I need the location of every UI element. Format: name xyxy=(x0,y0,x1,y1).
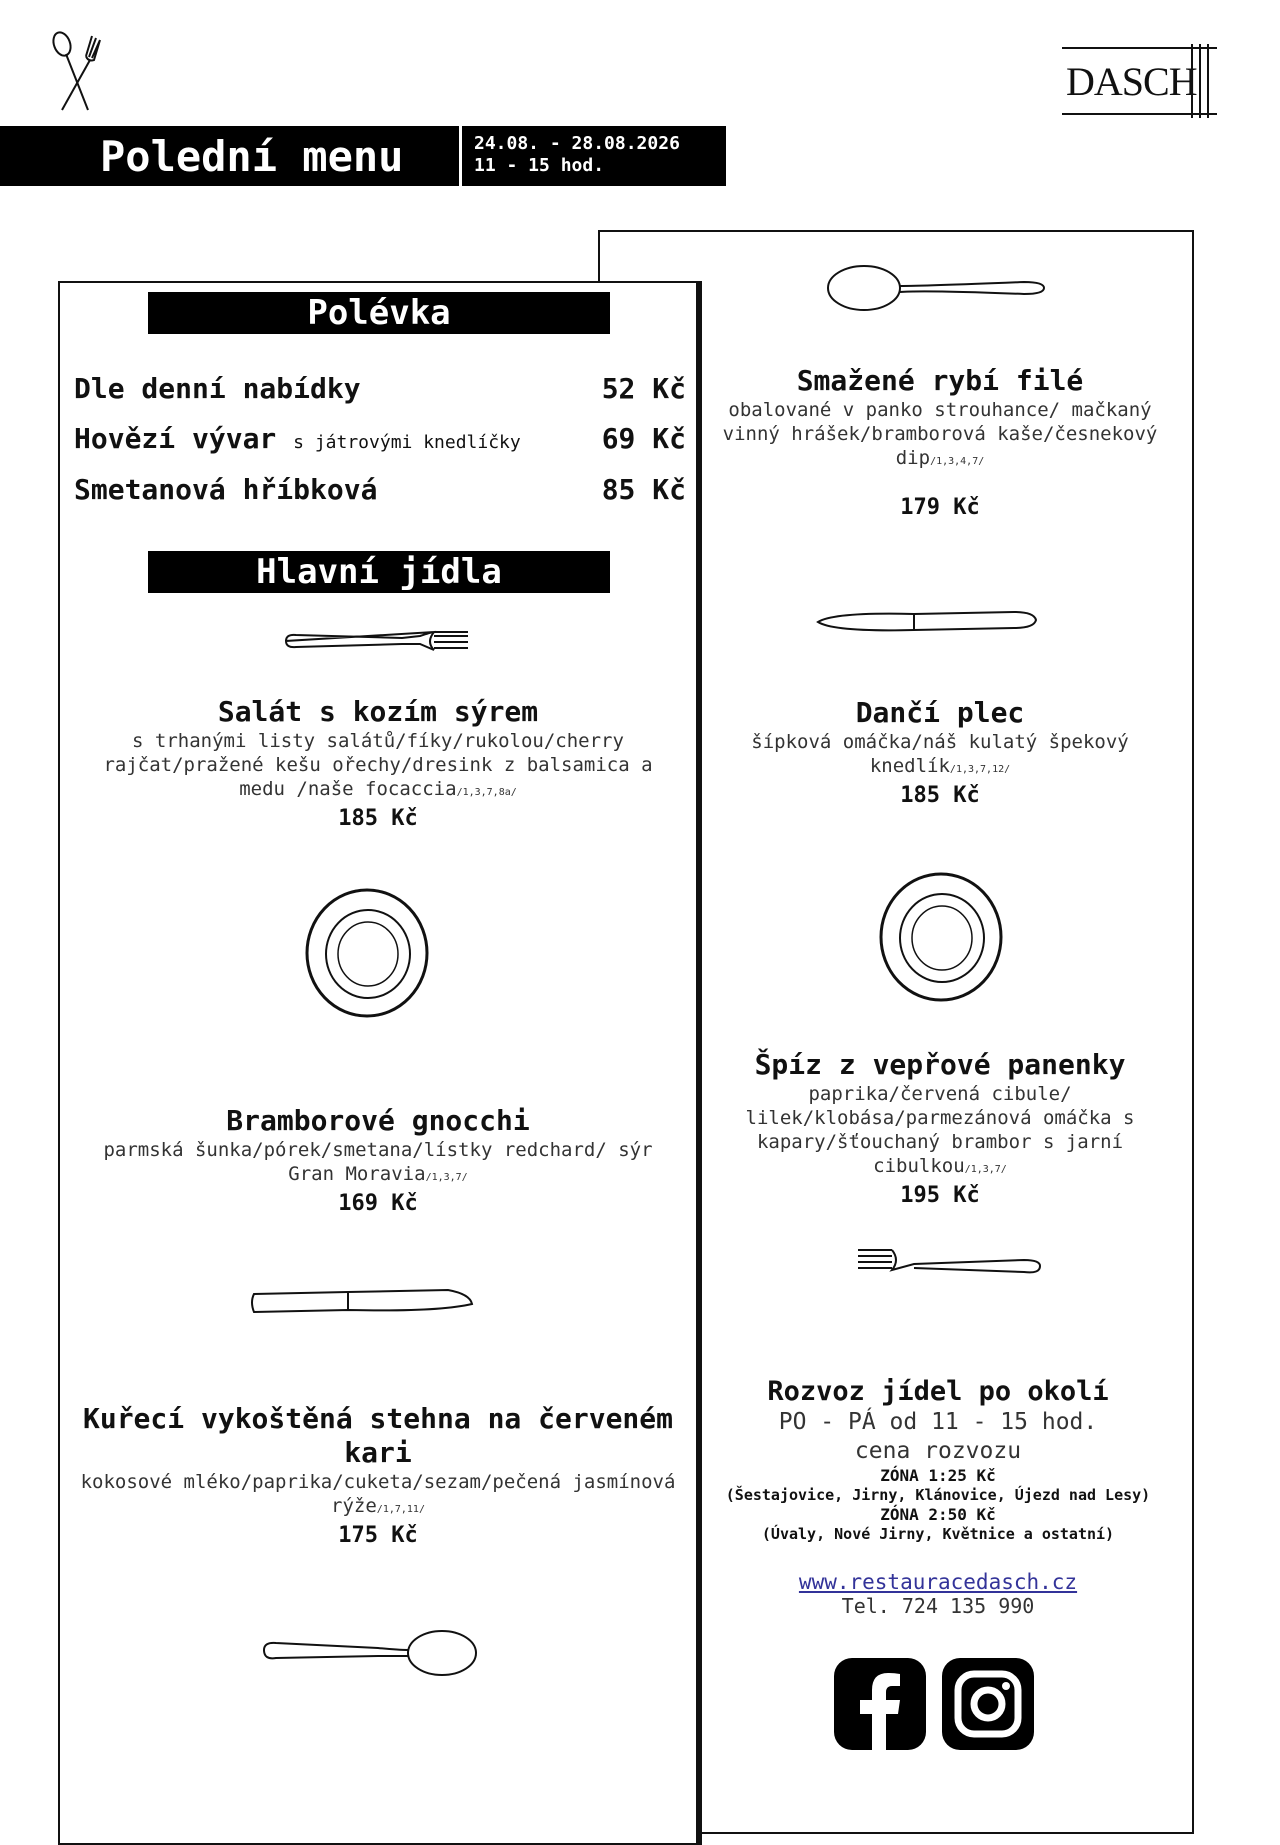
instagram-icon[interactable] xyxy=(942,1658,1034,1750)
dish-card xyxy=(720,364,1160,522)
soup-item xyxy=(74,473,686,507)
soup-price: 69 Kč xyxy=(601,422,686,455)
brand-logo xyxy=(1062,44,1217,118)
soup-item xyxy=(74,422,686,460)
delivery-title: Rozvoz jídel po okolí xyxy=(767,1376,1109,1407)
dish-price: 169 Kč xyxy=(338,1191,418,1216)
page-title: Polední menu xyxy=(100,132,404,181)
left-menu-panel xyxy=(58,281,698,1845)
fork-icon xyxy=(854,1244,1044,1278)
dish-card xyxy=(720,696,1160,810)
knife-icon xyxy=(814,602,1040,640)
dish-card xyxy=(78,1104,678,1218)
soup-name: Hovězí vývar xyxy=(74,422,277,455)
soup-item xyxy=(74,372,686,406)
delivery-zone-1-places: (Šestajovice, Jirny, Klánovice, Újezd nad Lesy) xyxy=(725,1486,1151,1504)
dish-name: Bramborové gnocchi xyxy=(226,1104,530,1137)
dish-name: Kuřecí vykoštěná stehna na červeném kari xyxy=(82,1402,673,1469)
website-link[interactable]: www.restauracedasch.cz xyxy=(798,1570,1078,1594)
delivery-days: PO - PÁ od 11 - 15 hod. xyxy=(778,1409,1098,1435)
title-bar xyxy=(0,126,726,186)
dish-card xyxy=(78,1402,678,1550)
dish-allergens: /1,3,7,8a/ xyxy=(456,787,517,798)
fork-icon xyxy=(282,626,472,656)
dish-description: paprika/červená cibule/ lilek/klobása/parmezánová omáčka s kapary/šťouchaný brambor s jarní cibulkou xyxy=(745,1083,1135,1177)
dish-allergens: /1,7,11/ xyxy=(376,1504,425,1515)
dish-description: parmská šunka/pórek/smetana/lístky redchard/ sýr Gran Moravia xyxy=(103,1139,653,1185)
dish-price: 185 Kč xyxy=(900,783,980,808)
delivery-info xyxy=(708,1376,1168,1618)
menu-dates: 24.08. - 28.08.2026 xyxy=(474,133,680,154)
dish-card xyxy=(714,1048,1166,1210)
dish-name: Špíz z vepřové panenky xyxy=(754,1048,1126,1081)
delivery-cost-label: cena rozvozu xyxy=(854,1438,1022,1464)
soup-name: Smetanová hříbková xyxy=(74,473,378,506)
spoon-icon xyxy=(824,260,1050,316)
phone-number: Tel. 724 135 990 xyxy=(841,1594,1035,1618)
knife-icon xyxy=(248,1282,476,1322)
soup-price: 52 Kč xyxy=(601,372,686,405)
dish-allergens: /1,3,7,12/ xyxy=(949,764,1011,775)
dish-description: obalované v panko strouhance/ mačkaný vinný hrášek/bramborová kaše/česnekový dip xyxy=(722,399,1158,469)
dish-allergens: /1,3,7/ xyxy=(425,1172,468,1183)
title-divider xyxy=(459,126,462,186)
soup-note: s játrovými knedlíčky xyxy=(293,432,521,453)
brand-name: DASCH xyxy=(1066,59,1197,104)
fork-spoon-logo-icon xyxy=(48,30,106,114)
delivery-zone-2-places: (Úvaly, Nové Jirny, Květnice a ostatní) xyxy=(761,1525,1115,1543)
dish-allergens: /1,3,4,7/ xyxy=(930,456,985,467)
dish-name: Salát s kozím sýrem xyxy=(217,695,539,728)
dish-allergens: /1,3,7/ xyxy=(964,1164,1007,1175)
dish-price: 195 Kč xyxy=(900,1183,980,1208)
dish-description: s trhanými listy salátů/fíky/rukolou/cherry rajčat/pražené kešu ořechy/dresink z balsamica a medu /naše focaccia xyxy=(103,730,653,800)
mains-heading: Hlavní jídla xyxy=(148,551,610,593)
plate-icon xyxy=(876,870,1006,1004)
dish-price: 175 Kč xyxy=(338,1523,418,1548)
soup-name: Dle denní nabídky xyxy=(74,372,361,405)
dish-price: 185 Kč xyxy=(338,806,418,831)
dish-card xyxy=(78,695,678,833)
dish-description: kokosové mléko/paprika/cuketa/sezam/pečená jasmínová rýže xyxy=(80,1471,676,1517)
menu-hours: 11 - 15 hod. xyxy=(474,155,605,176)
soup-heading: Polévka xyxy=(148,292,610,334)
facebook-icon[interactable] xyxy=(834,1658,926,1750)
dish-description: šípková omáčka/náš kulatý špekový knedlík xyxy=(751,731,1129,777)
delivery-zone-2: ZÓNA 2:50 Kč xyxy=(880,1505,996,1524)
dish-name: Dančí plec xyxy=(855,696,1025,729)
plate-icon xyxy=(302,886,432,1020)
soup-price: 85 Kč xyxy=(601,473,686,506)
menu-validity xyxy=(474,133,680,177)
spoon-icon xyxy=(258,1626,480,1680)
dish-price: 179 Kč xyxy=(900,495,980,520)
dish-name: Smažené rybí filé xyxy=(796,364,1084,397)
delivery-zone-1: ZÓNA 1:25 Kč xyxy=(880,1466,996,1485)
